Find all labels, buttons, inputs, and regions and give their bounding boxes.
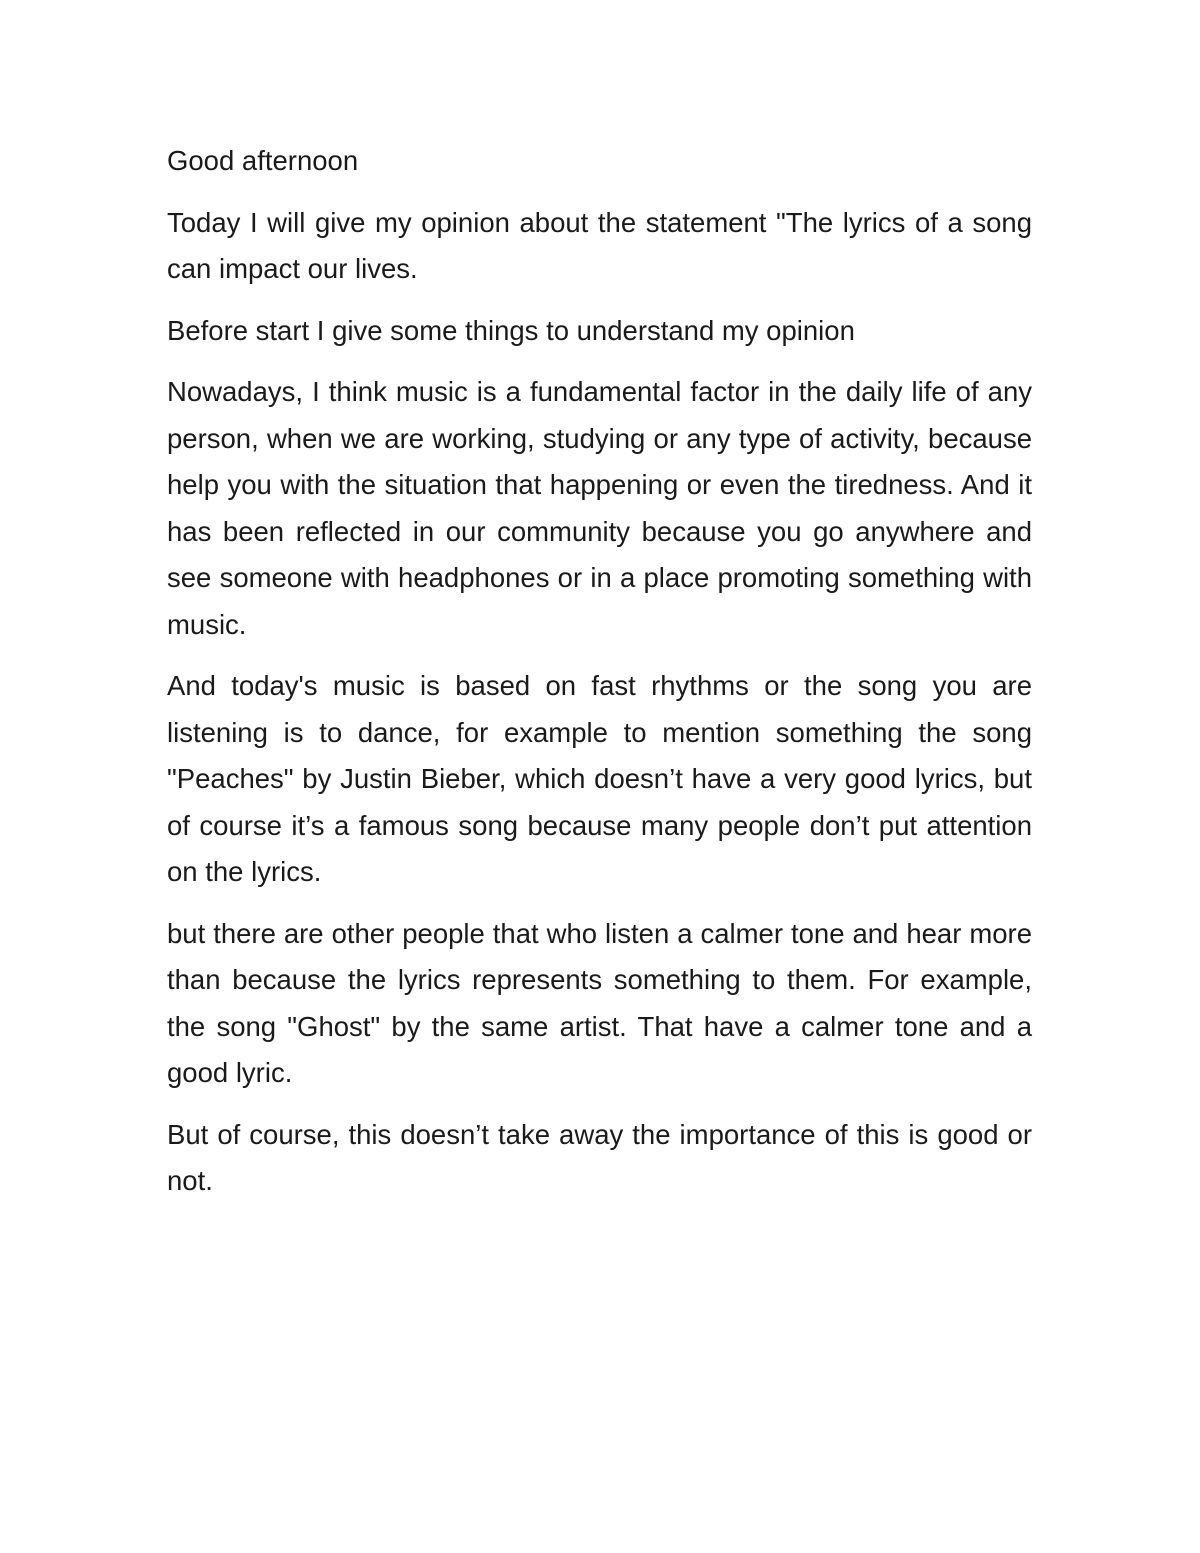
greeting-paragraph: Good afternoon [167,145,359,176]
document-body [167,138,1032,1220]
closing-paragraph: But of course, this doesn’t take away the importance of this is good or not. [167,1118,1032,1196]
body-paragraph-fast-rhythms: And today's music is based on fast rhythms or the song you are listening is to dance, for example to mention something the song "Peaches" by Justin Bieber, which doesn’t have a very good lyrics, but of course it’s a famous song because many people don’t put attention on the lyrics. [167,670,1032,887]
body-paragraph-calmer-tone: but there are other people that who listen a calmer tone and hear more than because the lyrics represents something to them. For example, the song "Ghost" by the same artist. That have a calmer tone and a good lyric. [167,917,1032,1088]
intro-paragraph: Today I will give my opinion about the statement "The lyrics of a song can impact our lives. [167,206,1032,284]
preface-paragraph: Before start I give some things to understand my opinion [167,314,855,346]
body-paragraph-music-daily-life: Nowadays, I think music is a fundamental factor in the daily life of any person, when we are working, studying or any type of activity, because help you with the situation that happening or even the tiredness. And it has been reflected in our community because you go anywhere and see someone with headphones or in a place promoting something with music. [167,376,1032,640]
